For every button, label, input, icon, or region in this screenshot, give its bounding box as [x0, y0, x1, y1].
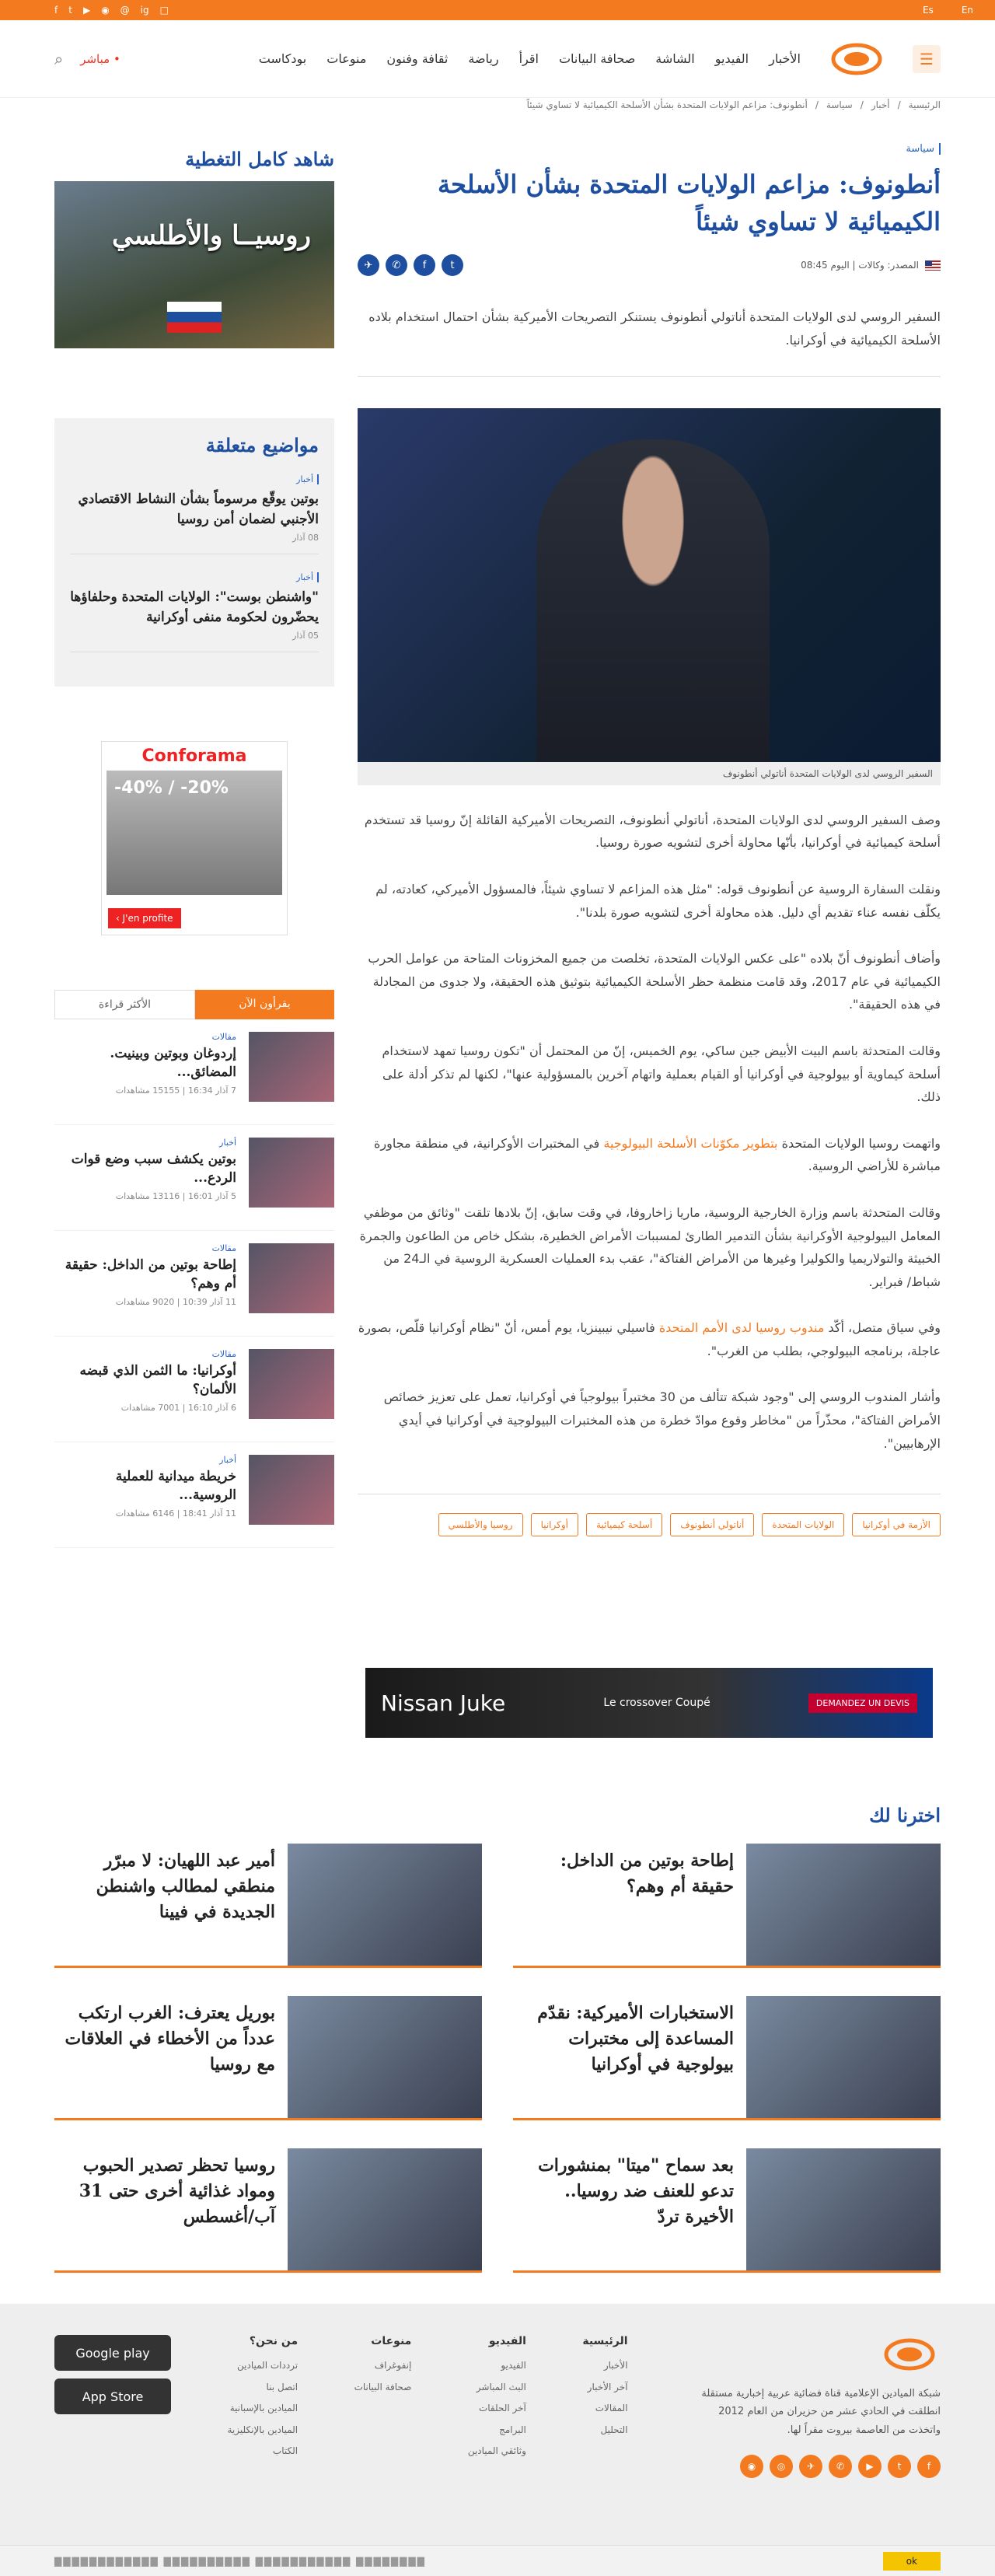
- list-item[interactable]: [54, 1138, 334, 1231]
- item-meta: 11 آذار 10:39 | 9020 مشاهدات: [115, 1296, 236, 1307]
- paragraph-text: فاسيلي نيبينزيا، يوم أمس، أنّ "نظام أوكرانيا قلّص، بصورة عاجلة، برنامجه البيولوجي، بطلب من الغرب".: [358, 1320, 941, 1358]
- footer-col-title[interactable]: الفيديو: [488, 2335, 526, 2347]
- thumbnail: [249, 1455, 334, 1525]
- footer-col-title[interactable]: من نحن؟: [249, 2335, 298, 2347]
- article-title: أنطونوف: مزاعم الولايات المتحدة بشأن الأسلحة الكيميائية لا تساوي شيئاً: [437, 170, 941, 236]
- related-kicker: أخبار: [296, 572, 319, 582]
- cookie-bar: [0, 2545, 995, 2576]
- email-icon[interactable]: @: [120, 5, 130, 16]
- tag[interactable]: أوكرانيا: [531, 1513, 578, 1536]
- russia-flag-icon: [167, 302, 222, 333]
- footer-link[interactable]: اتصل بنا: [266, 2381, 298, 2392]
- tag[interactable]: الأزمة في أوكرانيا: [852, 1513, 941, 1536]
- telegram-icon[interactable]: ◉: [101, 5, 110, 16]
- article-image: [358, 408, 941, 762]
- ad-brand: Conforama: [141, 746, 247, 766]
- tab-most-read[interactable]: الأكثر قراءة: [54, 990, 195, 1019]
- footer-link[interactable]: آخر الحلقات: [478, 2403, 526, 2414]
- article: [358, 140, 941, 1536]
- live-link[interactable]: • مباشر: [80, 51, 120, 66]
- article-lead: السفير الروسي لدى الولايات المتحدة أناتولي أنطونوف يستنكر التصريحات الأميركية بشأن احتمال استخدام بلاده الأسلحة الكيميائية في أوكرانيا.: [358, 306, 941, 377]
- breadcrumb-news[interactable]: أخبار: [871, 100, 890, 110]
- footer: [0, 2304, 995, 2545]
- paragraph: وقالت المتحدثة باسم البيت الأبيض جين ساكي، يوم الخميس، إنّ من المحتمل أن "تكون روسيا تمهد لاستخدام أسلحة كيماوية أو بيولوجية في أوكرانيا أو القيام بعملية واتهام آخرين بالمسؤولية عنها"، لكنها لم تذكر أدلة على ذلك.: [382, 1043, 941, 1105]
- share-twitter-icon[interactable]: t: [442, 254, 463, 276]
- card-image: [288, 2148, 482, 2270]
- nav-item-read[interactable]: اقرأ: [518, 51, 539, 66]
- breadcrumb-politics[interactable]: سياسة: [826, 100, 853, 110]
- cookie-ok-button[interactable]: ok: [883, 2552, 941, 2571]
- paragraph: ونقلت السفارة الروسية عن أنطونوف قوله: "مثل هذه المزاعم لا تساوي شيئاً، فالمسؤول الأميركي، كعادته، لم يكلّف نفسه عناء تقديم أي دليل. هذه محاولة أخرى لتشويه صورة بلدنا".: [375, 881, 941, 920]
- paragraph-text: واتهمت روسيا الولايات المتحدة: [777, 1135, 941, 1151]
- instagram-icon[interactable]: ◎: [770, 2455, 793, 2478]
- tag[interactable]: الولايات المتحدة: [762, 1513, 844, 1536]
- footer-link[interactable]: ترددات الميادين: [237, 2360, 298, 2371]
- inline-link-un-envoy[interactable]: مندوب روسيا لدى الأمم المتحدة: [658, 1320, 825, 1336]
- card-image: [746, 1996, 941, 2118]
- item-title: خريطة ميدانية للعملية الروسية...: [115, 1469, 236, 1503]
- language-switch: [923, 5, 973, 16]
- nav-item-video[interactable]: الفيديو: [714, 51, 749, 66]
- nav-item-screen[interactable]: الشاشة: [655, 51, 695, 66]
- card-title: إطاحة بوتين من الداخل: حقيقة أم وهم؟: [560, 1851, 734, 1896]
- tag[interactable]: روسيا والأطلسي: [438, 1513, 523, 1536]
- picked-card[interactable]: [513, 1844, 941, 1968]
- item-title: إردوغان وبوتين وبينيت. المضائق...: [110, 1046, 236, 1080]
- list-item[interactable]: [54, 1349, 334, 1442]
- social-links: [54, 5, 169, 16]
- share-buttons: [358, 254, 463, 276]
- footer-logo-icon[interactable]: [878, 2335, 941, 2374]
- app-store-label: App Store: [82, 2389, 144, 2404]
- lang-en-link[interactable]: En: [961, 5, 973, 16]
- tab-reading-now[interactable]: يقرأون الآن: [195, 990, 334, 1019]
- whatsapp-icon[interactable]: ✆: [829, 2455, 852, 2478]
- footer-link[interactable]: التحليل: [600, 2424, 628, 2435]
- section-label[interactable]: سياسة: [906, 143, 941, 155]
- card-image: [288, 1996, 482, 2118]
- banner-ad[interactable]: [365, 1668, 933, 1738]
- ad-offer: -40% / -20%: [114, 778, 229, 798]
- item-meta: 6 آذار 16:10 | 7001 مشاهدات: [120, 1402, 236, 1413]
- related-date: 08 آذار: [292, 533, 319, 543]
- youtube-icon[interactable]: ▶: [82, 5, 91, 16]
- facebook-icon[interactable]: f: [917, 2455, 941, 2478]
- google-play-label: Google play: [75, 2345, 150, 2361]
- coverage-title: شاهد كامل التغطية: [185, 148, 334, 170]
- footer-link[interactable]: الفيديو: [501, 2360, 526, 2371]
- card-title: الاستخبارات الأميركية: نقدّم المساعدة إلى مختبرات بيولوجية في أوكرانيا: [537, 2003, 734, 2074]
- item-meta: 11 آذار 18:41 | 6146 مشاهدات: [115, 1508, 236, 1519]
- main-nav: [0, 20, 995, 98]
- item-kicker: مقالات: [211, 1243, 236, 1253]
- footer-col-video: [468, 2335, 526, 2478]
- card-title: بعد سماح "ميتا" بمنشورات تدعو للعنف ضد روسيا.. الأخيرة تردّ: [538, 2155, 734, 2227]
- footer-col-title[interactable]: منوعات: [371, 2335, 412, 2347]
- nav-item-sports[interactable]: رياضة: [468, 51, 499, 66]
- footer-link[interactable]: الأخبار: [603, 2360, 628, 2371]
- footer-social: [684, 2455, 941, 2478]
- twitter-icon[interactable]: t: [888, 2455, 911, 2478]
- paragraph: [358, 1316, 941, 1362]
- ad-cta-button[interactable]: J'en profite ›: [108, 908, 181, 928]
- tag[interactable]: أناتولي أنطونوف: [670, 1513, 754, 1536]
- related-kicker: أخبار: [296, 474, 319, 484]
- breadcrumb-separator: /: [815, 100, 819, 110]
- breadcrumb-home[interactable]: الرئيسية: [908, 100, 941, 110]
- youtube-icon[interactable]: ▶: [858, 2455, 882, 2478]
- tag[interactable]: أسلحة كيميائية: [586, 1513, 662, 1536]
- breadcrumb-separator: /: [860, 100, 864, 110]
- top-bar: [0, 0, 995, 20]
- coverage-banner[interactable]: [54, 181, 334, 348]
- picked-card[interactable]: [513, 1996, 941, 2120]
- picked-card[interactable]: [54, 2148, 482, 2273]
- menu-icon[interactable]: ☰: [913, 45, 941, 73]
- ad-tagline: Le crossover Coupé: [603, 1697, 710, 1709]
- footer-link[interactable]: صحافة البيانات: [354, 2381, 412, 2392]
- lang-es-link[interactable]: Es: [922, 5, 934, 16]
- tag-list: [358, 1494, 941, 1536]
- card-title: بوريل يعترف: الغرب ارتكب عدداً من الأخطاء في العلاقات مع روسيا: [65, 2003, 275, 2074]
- logo-icon[interactable]: [821, 39, 892, 79]
- breadcrumb-separator: /: [897, 100, 901, 110]
- item-kicker: أخبار: [219, 1138, 236, 1148]
- breadcrumb: [527, 100, 941, 110]
- cookie-text-placeholder: ▇▇▇▇▇▇▇▇ ▇▇▇▇▇▇▇▇▇▇▇ ▇▇▇▇▇▇▇▇▇▇ ▇▇▇▇▇▇▇▇▇▇▇▇: [54, 2555, 426, 2567]
- ad-image: [106, 771, 282, 895]
- card-title: روسيا تحظر تصدير الحبوب ومواد غذائية أخرى حتى 31 آب/أغسطس: [79, 2155, 275, 2227]
- picked-card[interactable]: [54, 1844, 482, 1968]
- paragraph: وأشار المندوب الروسي إلى "وجود شبكة تتألف من 30 مختبراً بيولوجياً في أوكرانيا، تعمل على تعزيز خصائص الأمراض الفتاكة"، محذّراً من "مخاطر وقوع موادّ خطرة من هذه المختبرات البيولوجية في أوكرانيا في أيدي الإرهابيين".: [383, 1389, 941, 1451]
- item-meta: 5 آذار 16:01 | 13116 مشاهدات: [115, 1190, 236, 1201]
- instagram-icon[interactable]: ig: [140, 5, 149, 16]
- ad-cta-button[interactable]: DEMANDEZ UN DEVIS: [808, 1693, 917, 1713]
- card-title: أمير عبد اللهيان: لا مبرّر منطقي لمطالب واشنطن الجديدة في فيينا: [96, 1851, 275, 1922]
- rss-icon[interactable]: ◉: [740, 2455, 763, 2478]
- picked-title: اخترنا لك: [869, 1804, 941, 1826]
- footer-link[interactable]: البرامج: [499, 2424, 526, 2435]
- thumbnail: [249, 1349, 334, 1419]
- footer-link[interactable]: الكتاب: [272, 2445, 298, 2457]
- footer-col-title[interactable]: الرئيسية: [582, 2335, 628, 2347]
- paragraph: وقالت المتحدثة باسم وزارة الخارجية الروسية، ماريا زاخاروفا، في وقت سابق، إنّ بلادها تلقت "وثائق من موظفي المعامل البيولوجية الأوكرانية بشأن التدمير الطارئ لمسببات الأمراض الخطيرة، بشكل خاص من الطاعون والجمرة الخبيثة والتولاريميا والكوليرا وغيرها من الأمراض الفتاكة"، عقب بدء العمليات العسكرية الروسية في الـ24 من شباط/ فبراير.: [359, 1204, 941, 1289]
- image-caption: السفير الروسي لدى الولايات المتحدة أناتولي أنطونوف: [358, 762, 941, 785]
- facebook-icon[interactable]: f: [54, 5, 58, 16]
- rss-icon[interactable]: □: [159, 5, 169, 16]
- footer-about: شبكة الميادين الإعلامية قناة فضائية عربية إخبارية مستقلة انطلقت في الحادي عشر من حزيران من العام 2012 واتخذت من العاصمة بيروت مقراً لها.: [701, 2388, 941, 2436]
- item-kicker: مقالات: [211, 1032, 236, 1042]
- paragraph-text: وفي سياق متصل، أكّد: [824, 1320, 941, 1336]
- item-title: أوكرانيا: ما الثمن الذي قبضه الألمان؟: [79, 1363, 236, 1397]
- footer-link[interactable]: وثائقي الميادين: [467, 2445, 526, 2457]
- share-facebook-icon[interactable]: f: [414, 254, 435, 276]
- article-source: المصدر: وكالات | اليوم 08:45: [801, 260, 919, 271]
- footer-link[interactable]: إنفوغراف: [374, 2360, 412, 2371]
- footer-link[interactable]: آخر الأخبار: [587, 2381, 628, 2392]
- google-play-button[interactable]: [54, 2335, 171, 2371]
- nav-item-podcast[interactable]: بودكاست: [258, 51, 307, 66]
- paragraph-text: في المختبرات الأوكرانية، في منطقة مجاورة مباشرة للأراضي الروسية.: [373, 1135, 941, 1174]
- sidebar-ad[interactable]: [101, 741, 288, 935]
- twitter-icon[interactable]: t: [68, 5, 72, 16]
- footer-link[interactable]: المقالات: [595, 2403, 628, 2414]
- app-store-button[interactable]: [54, 2379, 171, 2414]
- sidebar: [54, 148, 334, 1548]
- list-item[interactable]: [54, 1455, 334, 1548]
- share-telegram-icon[interactable]: ✈: [358, 254, 379, 276]
- related-topics: [54, 418, 334, 687]
- search-icon[interactable]: ⌕: [54, 49, 64, 68]
- item-kicker: أخبار: [219, 1455, 236, 1465]
- thumbnail: [249, 1138, 334, 1208]
- nav-item-data[interactable]: صحافة البيانات: [558, 51, 636, 66]
- telegram-icon[interactable]: ✈: [799, 2455, 822, 2478]
- coverage-banner-title: روسيــا والأطلسي: [112, 220, 311, 251]
- footer-col-about: [227, 2335, 298, 2478]
- card-image: [746, 1844, 941, 1966]
- nav-item-culture[interactable]: ثقافة وفنون: [386, 51, 449, 66]
- app-stores: [54, 2335, 171, 2478]
- picked-for-you: [54, 1804, 941, 2273]
- footer-col-home: [582, 2335, 627, 2478]
- breadcrumb-current: أنطونوف: مزاعم الولايات المتحدة بشأن الأسلحة الكيميائية لا تساوي شيئاً: [526, 100, 808, 110]
- related-item[interactable]: [70, 568, 319, 652]
- popular-tabs: [54, 990, 334, 1019]
- related-headline: "واشنطن بوست": الولايات المتحدة وحلفاؤها يحضّرون لحكومة منفى أوكرانية: [70, 589, 319, 625]
- item-meta: 7 آذار 16:34 | 15155 مشاهدات: [115, 1085, 236, 1096]
- footer-col-misc: [354, 2335, 412, 2478]
- related-title: مواضيع متعلقة: [205, 434, 319, 456]
- item-title: بوتين يكشف سبب وضع قوات الردع...: [71, 1152, 236, 1186]
- picked-card[interactable]: [54, 1996, 482, 2120]
- inline-link-bioweapons[interactable]: بتطوير مكوّنات الأسلحة البيولوجية: [603, 1135, 778, 1151]
- article-body: [358, 809, 941, 1455]
- nav-menu: [259, 51, 801, 66]
- paragraph: وأضاف أنطونوف أنّ بلاده "على عكس الولايات المتحدة، تخلصت من جميع المخزونات المتاحة من عوامل الحرب الكيميائية في عام 2017، وقد قامت منظمة حظر الأسلحة الكيميائية بتوثيق هذه الحقيقة، ولا جدوى من المجادلة في هذه الحقيقة".: [368, 951, 941, 1012]
- share-whatsapp-icon[interactable]: ✆: [386, 254, 407, 276]
- footer-link[interactable]: الميادين بالإنكليزية: [227, 2424, 298, 2435]
- card-image: [746, 2148, 941, 2270]
- nav-item-misc[interactable]: منوعات: [326, 51, 367, 66]
- paragraph: وصف السفير الروسي لدى الولايات المتحدة، أناتولي أنطونوف، التصريحات الأميركية القائلة إنّ روسيا قد تستخدم أسلحة كيميائية في أوكرانيا، بأنّها محاولة أخرى لتشويه صورة روسيا.: [364, 812, 941, 851]
- list-item[interactable]: [54, 1032, 334, 1125]
- item-kicker: مقالات: [211, 1349, 236, 1359]
- popular-list: [54, 1032, 334, 1548]
- picked-card[interactable]: [513, 2148, 941, 2273]
- paragraph: [358, 1132, 941, 1178]
- footer-link[interactable]: الميادين بالإسبانية: [229, 2403, 298, 2414]
- us-flag-icon: [925, 260, 941, 271]
- ad-model: Nissan Juke: [381, 1690, 506, 1716]
- item-title: إطاحة بوتين من الداخل: حقيقة أم وهم؟: [65, 1257, 236, 1291]
- nav-item-news[interactable]: الأخبار: [769, 51, 801, 66]
- related-date: 05 آذار: [292, 631, 319, 641]
- card-image: [288, 1844, 482, 1966]
- related-item[interactable]: [70, 470, 319, 554]
- thumbnail: [249, 1032, 334, 1102]
- portrait-figure: [536, 439, 770, 762]
- thumbnail: [249, 1243, 334, 1313]
- related-headline: بوتين يوقّع مرسوماً بشأن النشاط الاقتصادي الأجنبي لضمان أمن روسيا: [78, 491, 319, 527]
- list-item[interactable]: [54, 1243, 334, 1337]
- footer-link[interactable]: البث المباشر: [476, 2381, 526, 2392]
